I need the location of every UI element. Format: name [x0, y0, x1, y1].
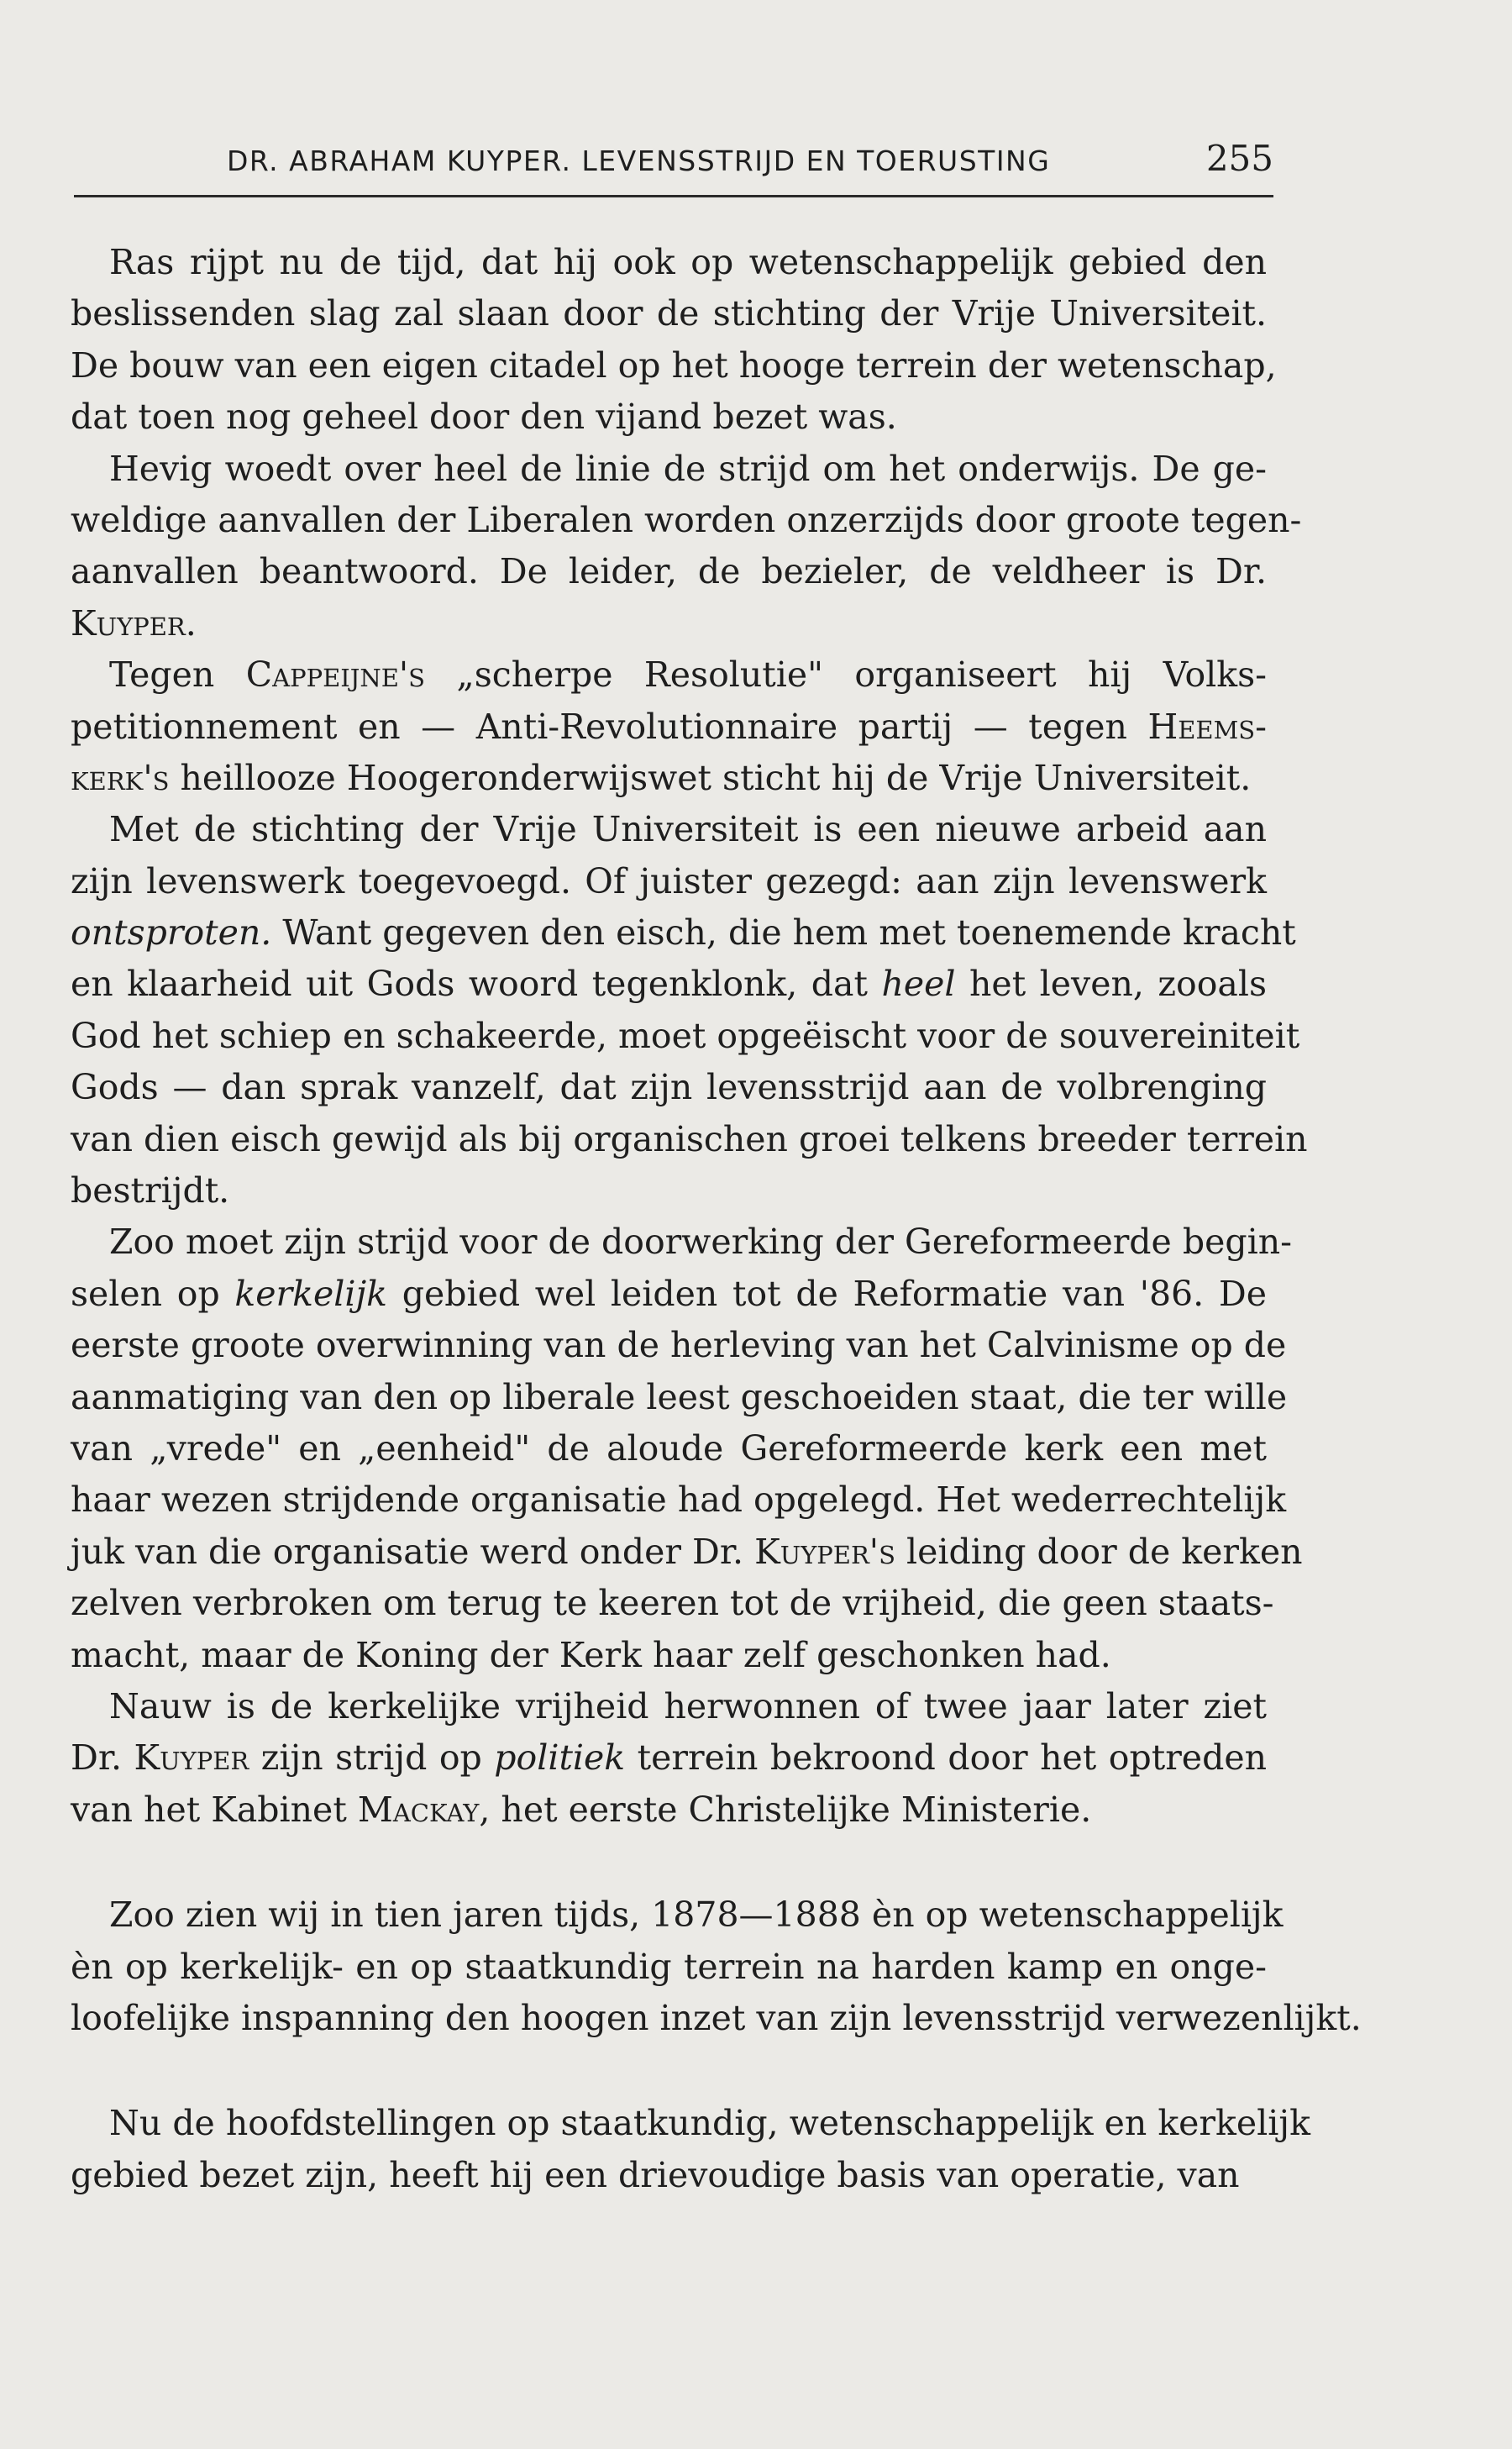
text-line	[71, 495, 1302, 546]
text-segment: Zoo moet zijn strijd voor de doorwerking der Gereformeerde begin-	[109, 1222, 1292, 1263]
text-segment: Zoo zien wij in tien jaren tijds, 1878—1888 èn op wetenschappelijk	[109, 1895, 1284, 1936]
text-line	[71, 649, 1267, 701]
text-segment: beslissenden slag zal slaan door de stichting der Vrije Universiteit.	[71, 293, 1267, 334]
text-segment: Gods — dan sprak vanzelf, dat zijn levensstrijd aan de volbrenging	[71, 1067, 1267, 1108]
text-segment: Want gegeven den eisch, die hem met toenemende kracht	[271, 912, 1296, 954]
text-segment: Nauw is de kerkelijke vrijheid herwonnen of twee jaar later ziet	[109, 1685, 1267, 1726]
text-line	[71, 1114, 1308, 1165]
text-line	[71, 1527, 1303, 1578]
text-segment: dat toen nog geheel door den vijand bezet was.	[71, 397, 897, 438]
text-segment: zelven verbroken om terug te keeren tot de vrijheid, die geen staats-	[71, 1583, 1274, 1624]
text-segment: Tegen	[109, 654, 246, 696]
text-segment: Nu de hoofdstellingen op staatkundig, wetenschappelijk en kerkelijk	[109, 2103, 1310, 2144]
running-title: DR. ABRAHAM KUYPER. LEVENSSTRIJD EN TOERUSTING	[227, 145, 1051, 177]
text-segment: haar wezen strijdende organisatie had opgelegd. Het wederrechtelijk	[71, 1479, 1287, 1521]
text-segment: heillooze Hoogeronderwijswet sticht hij de Vrije Universiteit.	[169, 757, 1252, 798]
text-segment: gebied bezet zijn, heeft hij een drievoudige basis van operatie, van	[71, 2154, 1240, 2195]
text-line	[71, 598, 1267, 649]
text-line	[71, 1993, 1362, 2044]
small-caps-name: kerk's	[71, 757, 170, 798]
text-segment: van het Kabinet	[71, 1789, 358, 1830]
text-segment: loofelijke inspanning den hoogen inzet van zijn levensstrijd verwezenlijkt.	[71, 1997, 1362, 2038]
text-segment: zijn levenswerk toegevoegd. Of juister gezegd: aan zijn levenswerk	[71, 860, 1267, 901]
text-segment: gebied wel leiden tot de Reformatie van '86. De	[387, 1273, 1267, 1314]
text-line	[71, 1681, 1267, 1732]
running-head	[74, 134, 1273, 185]
small-caps-name: Kuyper's	[754, 1531, 895, 1572]
text-segment: van dien eisch gewijd als bij organischen groei telkens breeder terrein	[71, 1118, 1308, 1159]
small-caps-name: Kuyper.	[71, 602, 197, 644]
text-segment: van „vrede" en „eenheid" de aloude Gereformeerde kerk een met	[71, 1427, 1267, 1469]
text-segment: terrein bekroond door het optreden	[625, 1737, 1267, 1779]
text-line	[71, 856, 1267, 907]
text-line	[71, 2150, 1267, 2201]
text-line	[71, 753, 1267, 804]
text-line	[71, 1269, 1267, 1320]
emphasis-text: kerkelijk	[234, 1273, 388, 1314]
small-caps-name: Mackay	[357, 1789, 480, 1830]
text-segment: Hevig woedt over heel de linie de strijd om het onderwijs. De ge-	[109, 448, 1267, 489]
text-line	[71, 959, 1267, 1010]
text-segment: Met de stichting der Vrije Universiteit is een nieuwe arbeid aan	[109, 809, 1267, 850]
text-segment: aanmatiging van den op liberale leest geschoeiden staat, die ter wille	[71, 1376, 1288, 1417]
text-line	[71, 392, 1267, 443]
body-text	[71, 237, 1362, 2201]
text-line	[71, 702, 1267, 753]
text-segment: „scherpe Resolutie" organiseert hij Volks-	[425, 654, 1267, 696]
text-segment: petitionnement en — Anti-Revolutionnaire partij — tegen	[71, 706, 1148, 747]
text-segment: zijn strijd op	[249, 1737, 495, 1779]
text-line	[71, 2098, 1310, 2149]
text-line	[71, 288, 1267, 339]
text-line	[71, 1889, 1284, 1941]
text-line	[71, 1062, 1267, 1113]
text-line	[71, 1474, 1287, 1526]
text-line	[71, 1630, 1267, 1681]
paragraph-gap	[71, 1836, 1267, 1889]
small-caps-name: Cappeijne's	[245, 654, 426, 696]
text-line	[71, 1320, 1287, 1371]
emphasis-text: heel	[881, 964, 956, 1005]
text-line	[71, 546, 1267, 597]
small-caps-name: Kuyper	[134, 1737, 249, 1779]
text-line	[71, 1942, 1267, 1993]
text-line	[71, 804, 1267, 855]
text-segment: het leven, zooals	[955, 964, 1267, 1005]
text-segment: Ras rijpt nu de tijd, dat hij ook op wetenschappelijk gebied den	[109, 242, 1267, 282]
text-segment: macht, maar de Koning der Kerk haar zelf geschonken had.	[71, 1634, 1111, 1675]
text-line	[71, 1372, 1288, 1423]
text-segment: leiding door de kerken	[895, 1531, 1303, 1572]
text-line	[71, 1578, 1274, 1629]
text-segment: weldige aanvallen der Liberalen worden onzerzijds door groote tegen-	[71, 499, 1302, 540]
text-segment: , het eerste Christelijke Ministerie.	[479, 1789, 1092, 1830]
emphasis-text: politiek	[494, 1737, 626, 1779]
text-line	[71, 237, 1267, 288]
text-line	[71, 340, 1277, 392]
text-segment: eerste groote overwinning van de herleving van het Calvinisme op de	[71, 1325, 1287, 1366]
paragraph-gap	[71, 2044, 1267, 2098]
text-segment: èn op kerkelijk- en op staatkundig terrein na harden kamp en onge-	[71, 1946, 1267, 1987]
text-segment: selen op	[71, 1273, 235, 1314]
text-line	[71, 444, 1267, 495]
text-segment: God het schiep en schakeerde, moet opgeëischt voor de souvereiniteit	[71, 1015, 1300, 1056]
text-segment: bestrijdt.	[71, 1170, 230, 1211]
small-caps-name: Heems-	[1147, 706, 1267, 747]
text-segment: juk van die organisatie werd onder Dr.	[71, 1531, 755, 1572]
text-line	[71, 1217, 1292, 1268]
text-segment: Dr.	[71, 1737, 134, 1779]
text-segment: aanvallen beantwoord. De leider, de bezieler, de veldheer is Dr.	[71, 551, 1267, 592]
text-segment: De bouw van een eigen citadel op het hooge terrein der wetenschap,	[71, 344, 1277, 386]
text-line	[71, 1784, 1267, 1836]
page-number: 255	[1205, 138, 1273, 179]
emphasis-text: ontsproten.	[71, 912, 272, 954]
text-line	[71, 1423, 1267, 1474]
text-line	[71, 907, 1296, 959]
text-line	[71, 1732, 1267, 1784]
text-line	[71, 1011, 1300, 1062]
text-line	[71, 1165, 1267, 1217]
header-rule	[74, 195, 1273, 197]
text-segment: en klaarheid uit Gods woord tegenklonk, dat	[71, 964, 882, 1005]
